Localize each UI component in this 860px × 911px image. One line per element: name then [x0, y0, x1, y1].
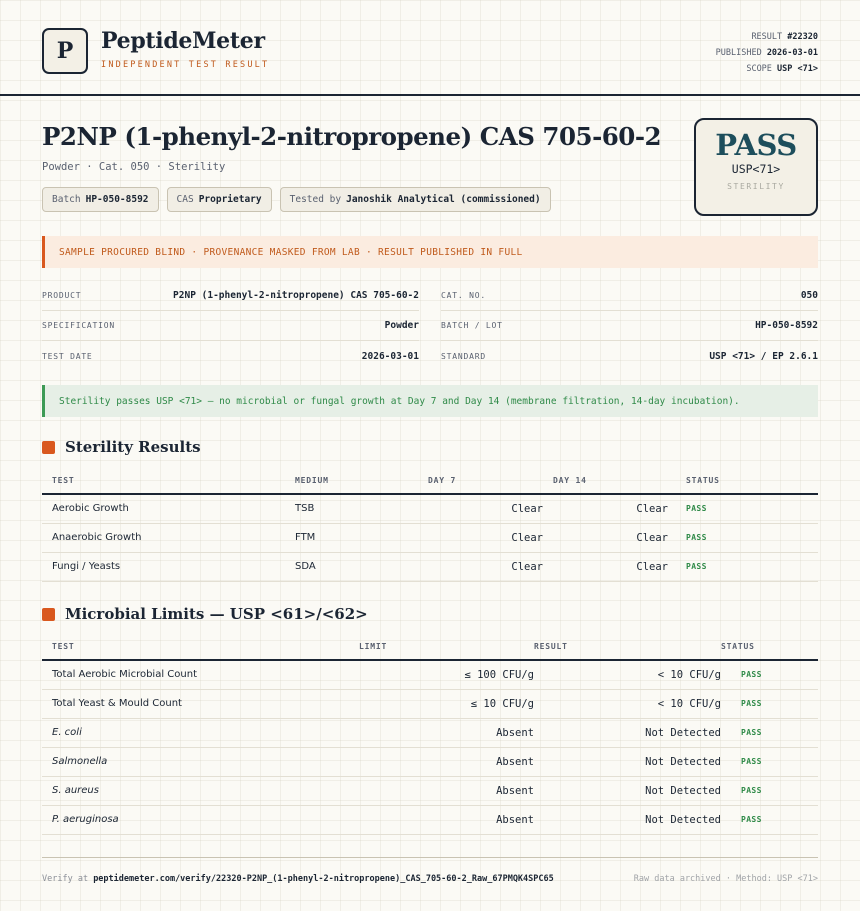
chip-label: Batch: [52, 194, 81, 205]
details-row: [42, 341, 818, 372]
chip-value: HP-050-8592: [85, 194, 149, 205]
status-badge: PASS: [741, 699, 762, 708]
detail-label-cat-no: CAT. NO.: [441, 290, 486, 300]
test-name: E. coli: [42, 718, 359, 747]
page-subtitle: Powder · Cat. 050 · Sterility: [42, 161, 226, 173]
result: Not Detected: [534, 747, 721, 776]
test-name: Aerobic Growth: [42, 494, 295, 523]
logo-icon: P: [42, 28, 88, 74]
day7-result: Clear: [428, 552, 553, 581]
status-badge: PASS: [686, 562, 707, 571]
detail-label-batch: BATCH / LOT: [441, 321, 503, 331]
summary-banner: Sterility passes USP <71> — no microbial or fungal growth at Day 7 and Day 14 (membrane filtration, 14-day incubation).: [42, 385, 818, 417]
limit: Absent: [359, 718, 534, 747]
verdict-standard: USP<71>: [731, 162, 781, 176]
day7-result: Clear: [428, 494, 553, 523]
status-badge: PASS: [741, 786, 762, 795]
result-meta: [716, 29, 818, 77]
test-name: Fungi / Yeasts: [42, 552, 295, 581]
col-day7: DAY 7: [428, 467, 553, 494]
cas-chip: [167, 187, 272, 212]
medium: FTM: [295, 523, 428, 552]
detail-value-test-date: 2026-03-01: [361, 350, 419, 362]
status-cell: [686, 494, 818, 523]
verdict-badge: [694, 118, 818, 216]
detail-value-cat-no: 050: [800, 289, 818, 301]
medium: SDA: [295, 552, 428, 581]
test-name: Salmonella: [42, 747, 359, 776]
col-medium: MEDIUM: [295, 467, 428, 494]
col-test: TEST: [42, 633, 359, 660]
table-row: [42, 660, 818, 689]
limit: ≤ 10 CFU/g: [359, 689, 534, 718]
details-row: [42, 280, 818, 311]
footer-divider: [42, 857, 818, 858]
status-badge: PASS: [741, 815, 762, 824]
limit: Absent: [359, 776, 534, 805]
details-grid: [42, 280, 818, 372]
col-status: STATUS: [686, 467, 818, 494]
detail-label-specification: SPECIFICATION: [42, 321, 116, 331]
result: < 10 CFU/g: [534, 689, 721, 718]
table-row: [42, 689, 818, 718]
verdict-word: PASS: [715, 128, 797, 162]
limit: Absent: [359, 747, 534, 776]
table-row: [42, 494, 818, 523]
detail-label-product: PRODUCT: [42, 290, 82, 300]
chip-label: Tested by: [289, 194, 342, 205]
status-cell: [686, 523, 818, 552]
table-row: [42, 718, 818, 747]
result-id: #22320: [787, 32, 818, 42]
tested-by-chip: [280, 187, 551, 212]
result-id-line: [716, 29, 818, 45]
col-result: RESULT: [534, 633, 721, 660]
scope-line: [716, 61, 818, 77]
test-name: P. aeruginosa: [42, 805, 359, 834]
footer-archive-note: Raw data archived · Method: USP <71>: [633, 874, 818, 884]
microbial-table: [42, 633, 818, 835]
test-name: S. aureus: [42, 776, 359, 805]
table-header-row: [42, 467, 818, 494]
detail-value-standard: USP <71> / EP 2.6.1: [709, 350, 818, 362]
day7-result: Clear: [428, 523, 553, 552]
section-marker-icon: [42, 608, 55, 621]
detail-label-test-date: TEST DATE: [42, 351, 93, 361]
day14-result: Clear: [553, 494, 686, 523]
col-test: TEST: [42, 467, 295, 494]
status-cell: [721, 747, 818, 776]
result: Not Detected: [534, 805, 721, 834]
test-name: Total Aerobic Microbial Count: [42, 660, 359, 689]
verify-link[interactable]: peptidemeter.com/verify/22320-P2NP_(1-phenyl-2-nitropropene)_CAS_705-60-2_Raw_67PMQK4SPC65: [93, 874, 554, 884]
status-badge: PASS: [686, 504, 707, 514]
detail-value-batch: HP-050-8592: [755, 320, 818, 332]
status-badge: PASS: [741, 757, 762, 766]
day14-result: Clear: [553, 523, 686, 552]
published-line: [716, 45, 818, 61]
status-badge: PASS: [741, 670, 762, 680]
report-header: [0, 0, 860, 96]
chip-label: CAS: [176, 194, 194, 205]
result: Not Detected: [534, 776, 721, 805]
table-header-row: [42, 633, 818, 660]
page-title: P2NP (1-phenyl-2-nitropropene) CAS 705-60-2: [42, 122, 662, 151]
limit: Absent: [359, 805, 534, 834]
table-row: [42, 776, 818, 805]
published-date: 2026-03-01: [766, 48, 818, 58]
table-row: [42, 747, 818, 776]
scope-value: USP <71>: [777, 64, 818, 74]
blind-notice-banner: SAMPLE PROCURED BLIND · PROVENANCE MASKED FROM LAB · RESULT PUBLISHED IN FULL: [42, 236, 818, 268]
detail-value-specification: Powder: [384, 320, 419, 332]
col-day14: DAY 14: [553, 467, 686, 494]
verify-footer: [42, 874, 554, 884]
status-cell: [721, 660, 818, 689]
result: Not Detected: [534, 718, 721, 747]
brand-tagline: INDEPENDENT TEST RESULT: [101, 60, 270, 70]
status-badge: PASS: [741, 728, 762, 737]
verify-label: Verify at: [42, 874, 89, 884]
sterility-section-title: [42, 438, 201, 456]
detail-value-product: P2NP (1-phenyl-2-nitropropene) CAS 705-60-2: [173, 289, 419, 301]
chip-value: Proprietary: [198, 194, 262, 205]
day14-result: Clear: [553, 552, 686, 581]
chip-value: Janoshik Analytical (commissioned): [346, 194, 541, 205]
detail-label-standard: STANDARD: [441, 351, 486, 361]
limit: ≤ 100 CFU/g: [359, 660, 534, 689]
section-title-text: Microbial Limits — USP <61>/<62>: [65, 605, 368, 623]
result-label: RESULT: [751, 32, 783, 42]
test-name: Total Yeast & Mould Count: [42, 689, 359, 718]
batch-chip: [42, 187, 159, 212]
brand-name: PeptideMeter: [101, 28, 265, 54]
verdict-category: STERILITY: [727, 182, 785, 191]
table-row: [42, 523, 818, 552]
col-status: STATUS: [721, 633, 818, 660]
result: < 10 CFU/g: [534, 660, 721, 689]
test-name: Anaerobic Growth: [42, 523, 295, 552]
col-limit: LIMIT: [359, 633, 534, 660]
microbial-section-title: [42, 605, 368, 623]
table-row: [42, 552, 818, 581]
published-label: PUBLISHED: [715, 48, 762, 58]
status-cell: [721, 776, 818, 805]
info-chips: [42, 187, 551, 212]
status-cell: [721, 718, 818, 747]
status-cell: [721, 805, 818, 834]
status-cell: [686, 552, 818, 581]
medium: TSB: [295, 494, 428, 523]
section-title-text: Sterility Results: [65, 438, 201, 456]
scope-label: SCOPE: [746, 64, 772, 74]
section-marker-icon: [42, 441, 55, 454]
status-badge: PASS: [686, 533, 707, 542]
status-cell: [721, 689, 818, 718]
table-row: [42, 805, 818, 834]
details-row: [42, 311, 818, 342]
sterility-table: [42, 467, 818, 582]
